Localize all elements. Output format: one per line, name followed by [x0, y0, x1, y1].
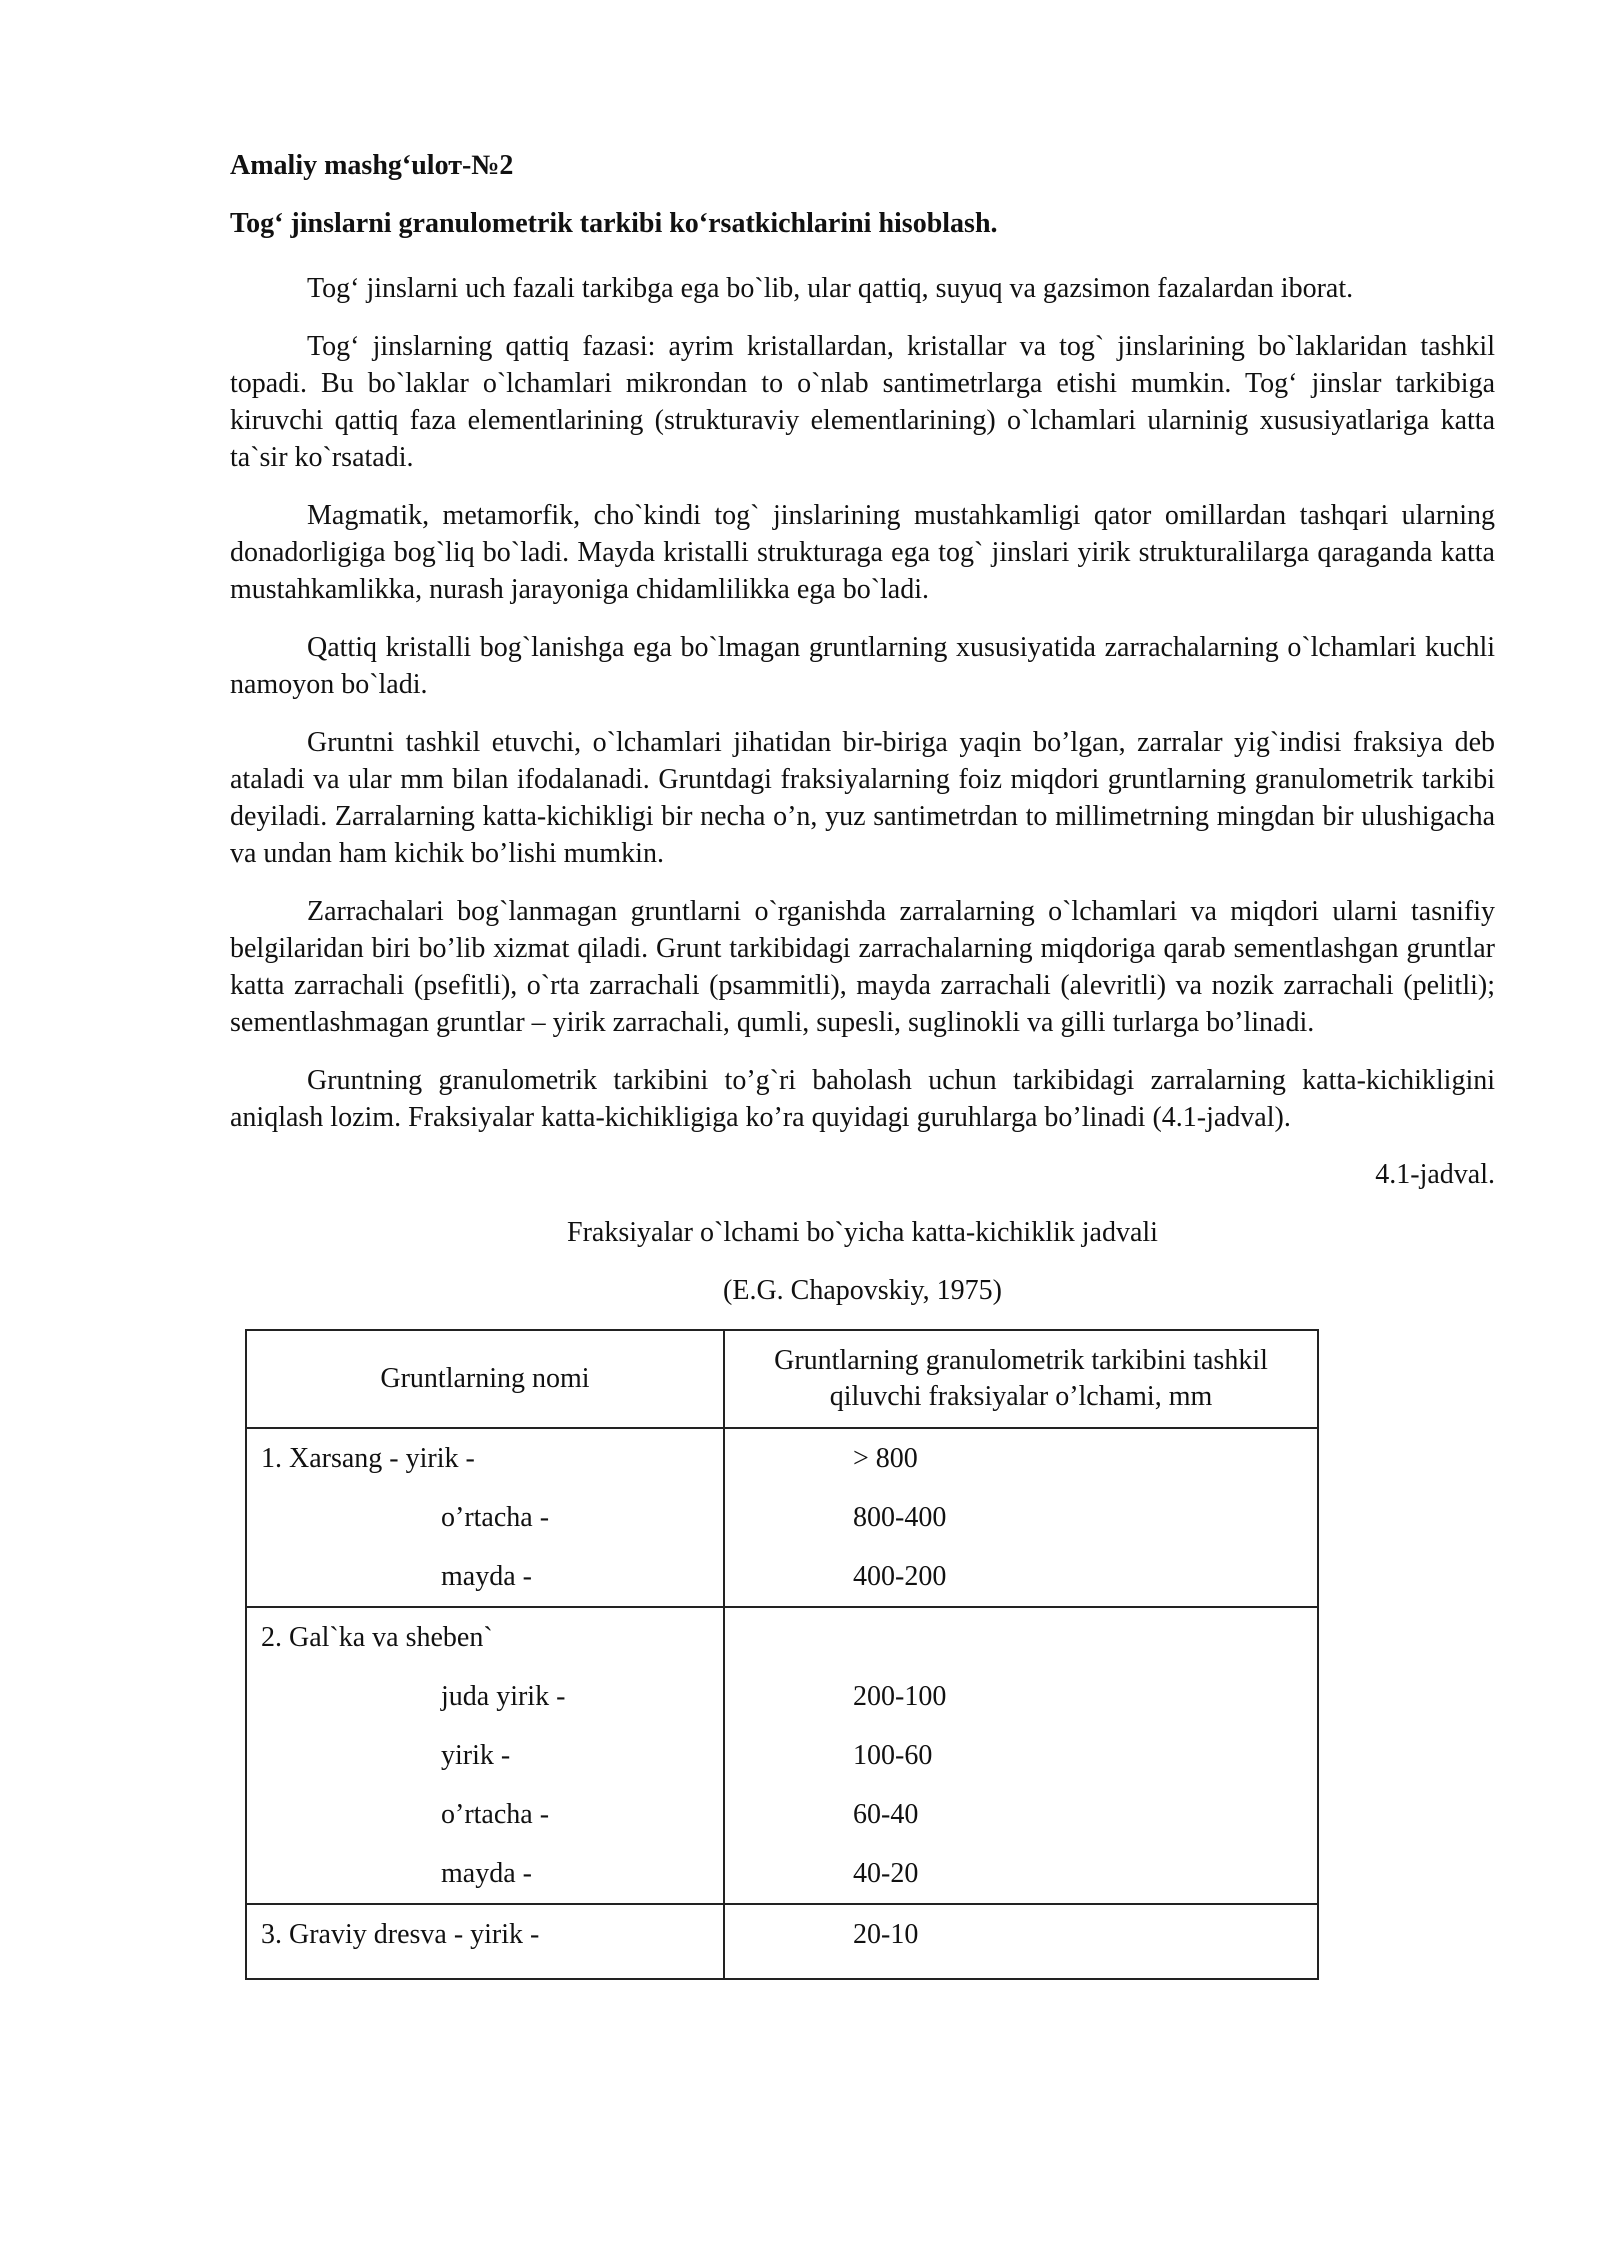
document-content	[230, 148, 1495, 1980]
row-size: 400-200	[853, 1561, 947, 1592]
column-header-size: Gruntlarning granulometrik tarkibini tashkil qiluvchi fraksiyalar o’lchami, mm	[724, 1330, 1318, 1428]
row-name: 1. Xarsang - yirik -	[261, 1443, 475, 1474]
name-cell	[246, 1428, 724, 1607]
size-cell	[724, 1428, 1318, 1607]
row-size: > 800	[853, 1443, 918, 1474]
paragraph: Gruntning granulometrik tarkibini to’g`ri baholash uchun tarkibidagi zarralarning katta-kichikligini aniqlash lozim. Fraksiyalar katta-kichikligiga ko’ra quyidagi guruhlarga bo’linadi (4.1-jadval).	[230, 1065, 1495, 1133]
table-row	[246, 1428, 1318, 1607]
document-subtitle: Tog‘ jinslarni granulometrik tarkibi ko‘rsatkichlarini hisoblash.	[230, 208, 998, 239]
row-name: mayda -	[441, 1858, 532, 1889]
table-source: (E.G. Chapovskiy, 1975)	[723, 1275, 1002, 1306]
row-size: 20-10	[853, 1919, 919, 1950]
paragraph: Tog‘ jinslarni uch fazali tarkibga ega bo`lib, ular qattiq, suyuq va gazsimon fazalardan iborat.	[307, 273, 1354, 304]
table-reference: 4.1-jadval.	[1375, 1159, 1495, 1190]
paragraph: Gruntni tashkil etuvchi, o`lchamlari jihatidan bir-biriga yaqin bo’lgan, zarralar yig`indisi fraksiya deb ataladi va ular mm bilan ifodalanadi. Gruntdagi fraksiyalarning foiz miqdori gruntlarning granulometrik tarkibi deyiladi. Zarralarning katta-kichikligi bir necha o’n, yuz santimetrdan to millimetrning mingdan bir ulushigacha va undan ham kichik bo’lishi mumkin.	[230, 727, 1495, 869]
row-size: 40-20	[853, 1858, 919, 1889]
paragraph: Qattiq kristalli bog`lanishga ega bo`lmagan gruntlarning xususiyatida zarrachalarning o`lchamlari kuchli namoyon bo`ladi.	[230, 632, 1495, 700]
table-caption: Fraksiyalar o`lchami bo`yicha katta-kichiklik jadvali	[567, 1217, 1158, 1248]
row-size: 200-100	[853, 1681, 947, 1712]
paragraph: Zarrachalari bog`lanmagan gruntlarni o`rganishda zarralarning o`lchamlari va miqdori ularni tasnifiy belgilaridan biri bo’lib xizmat qiladi. Grunt tarkibidagi zarrachalarning miqdoriga qarab sementlashgan gruntlar katta zarrachali (psefitli), o`rta zarrachali (psammitli), mayda zarrachali (alevritli) va nozik zarrachali (pelitli); sementlashmagan gruntlar – yirik zarrachali, qumli, supesli, suglinokli va gilli turlarga bo’linadi.	[230, 896, 1495, 1038]
row-size: 100-60	[853, 1740, 933, 1771]
name-cell	[246, 1607, 724, 1904]
document-title: Amaliy mashg‘ulот-№2	[230, 150, 514, 181]
table-row	[246, 1607, 1318, 1904]
row-name: mayda -	[441, 1561, 532, 1592]
row-name: yirik -	[441, 1740, 511, 1771]
paragraph: Magmatik, metamorfik, cho`kindi tog` jinslarining mustahkamligi qator omillardan tashqari ularning donadorligiga bog`liq bo`ladi. Mayda kristalli strukturaga ega tog` jinslari yirik strukturalilarga qaraganda katta mustahkamlikka, nurash jarayoniga chidamlilikka ega bo`ladi.	[230, 500, 1495, 605]
table-header-row	[246, 1330, 1318, 1428]
table-row	[246, 1904, 1318, 1979]
size-cell	[724, 1904, 1318, 1979]
name-cell	[246, 1904, 724, 1979]
row-name: 2. Gal`ka va sheben`	[261, 1622, 493, 1653]
row-size: 800-400	[853, 1502, 947, 1533]
row-name: o’rtacha -	[441, 1799, 550, 1830]
row-name: juda yirik -	[441, 1681, 566, 1712]
row-name: o’rtacha -	[441, 1502, 550, 1533]
row-size: 60-40	[853, 1799, 919, 1830]
fraction-size-table	[245, 1329, 1319, 1980]
column-header-name: Gruntlarning nomi	[246, 1330, 724, 1428]
row-size	[853, 1608, 1317, 1667]
paragraph: Tog‘ jinslarning qattiq fazasi: ayrim kristallardan, kristallar va tog` jinslarining bo`laklaridan tashkil topadi. Bu bo`laklar o`lchamlari mikrondan to o`nlab santimetrlarga etishi mumkin. Tog‘ jinslar tarkibiga kiruvchi qattiq faza elementlarining (strukturaviy elementlarining) o`lchamlari ularninig xususiyatlariga katta ta`sir ko`rsatadi.	[230, 331, 1495, 473]
row-name: 3. Graviy dresva - yirik -	[261, 1919, 540, 1950]
size-cell	[724, 1607, 1318, 1904]
